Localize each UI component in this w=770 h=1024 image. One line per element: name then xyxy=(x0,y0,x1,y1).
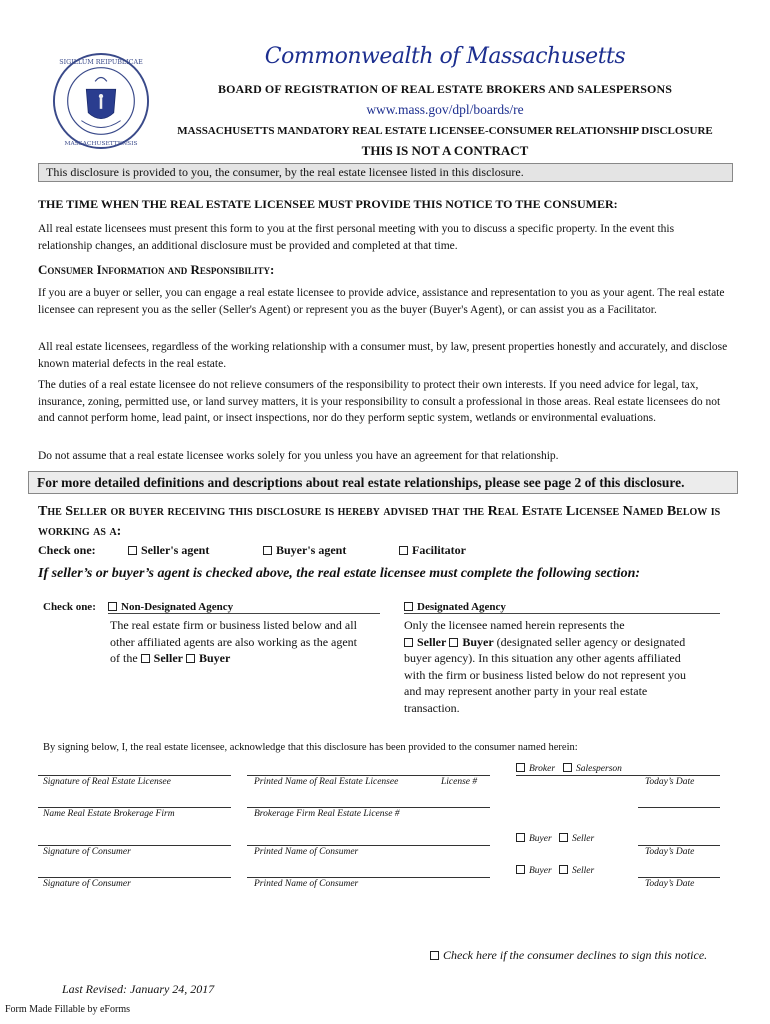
consumer1-signature-line[interactable] xyxy=(38,845,231,846)
consumer2-signature-label: Signature of Consumer xyxy=(43,879,131,889)
salesperson-option[interactable]: Salesperson xyxy=(563,763,622,774)
page-title: Commonwealth of Massachusetts xyxy=(264,44,626,69)
board-url-link[interactable]: www.mass.gov/dpl/boards/re xyxy=(366,102,524,117)
designated-text: Only the licensee named herein represents the Seller Buyer (designated seller agency or designated buyer agency). In this situation any other agents affiliated with the firm or business listed below do not represent you and may represent another party in your real estate transaction. xyxy=(404,618,686,715)
non-designated-checkbox[interactable] xyxy=(108,602,117,611)
section-consumer-heading: Consumer Information and Responsibility: xyxy=(38,262,275,277)
board-name: BOARD OF REGISTRATION OF REAL ESTATE BROKERS AND SALESPERSONS xyxy=(218,82,672,96)
svg-text:SIGILLUM REIPUBLICAE: SIGILLUM REIPUBLICAE xyxy=(59,57,143,66)
consumer1-buyer-checkbox[interactable] xyxy=(516,833,525,842)
section-time-text: All real estate licensees must present this form to you at the first personal meeting with you to discuss a specific property. In the event this relationship changes, an additional disclosure must be provided and completed at that time. xyxy=(38,223,675,252)
consumer1-printed-line[interactable] xyxy=(247,845,490,846)
consumer2-date-label: Today’s Date xyxy=(645,879,695,889)
non-designated-text: The real estate firm or business listed below and all other affiliated agents are also working as the agent of the Seller Buyer xyxy=(110,618,358,665)
consumer1-buyer-option[interactable]: Buyer xyxy=(516,833,552,844)
consumer2-signature-line[interactable] xyxy=(38,877,231,878)
option-buyers-agent[interactable]: Buyer's agent xyxy=(263,543,346,558)
not-contract-heading: THIS IS NOT A CONTRACT xyxy=(361,143,529,158)
advise-heading: The Seller or buyer receiving this disclosure is hereby advised that the Real Estate Licensee Named Below is working as a: xyxy=(38,504,721,539)
designated-agency-option[interactable]: Designated Agency xyxy=(404,601,720,614)
agency-check-one-label: Check one: xyxy=(43,601,96,613)
license-number-line[interactable] xyxy=(516,775,646,776)
licensee-printed-label: Printed Name of Real Estate Licensee xyxy=(254,777,399,787)
consumer2-buyer-option[interactable]: Buyer xyxy=(516,865,552,876)
decline-option[interactable]: Check here if the consumer declines to sign this notice. xyxy=(430,948,707,963)
more-info-box: For more detailed definitions and descriptions about real estate relationships, please see page 2 of this disclosure. xyxy=(28,471,738,494)
intro-box: This disclosure is provided to you, the consumer, by the real estate licensee listed in this disclosure. xyxy=(38,163,733,182)
consumer2-seller-checkbox[interactable] xyxy=(559,865,568,874)
licensee-date-label: Today’s Date xyxy=(645,777,695,787)
consumer1-seller-checkbox[interactable] xyxy=(559,833,568,842)
agent-note: If seller’s or buyer’s agent is checked above, the real estate licensee must complete the following section: xyxy=(38,566,641,581)
consumer2-buyer-checkbox[interactable] xyxy=(516,865,525,874)
licensee-signature-label: Signature of Real Estate Licensee xyxy=(43,777,171,787)
designated-checkbox[interactable] xyxy=(404,602,413,611)
consumer1-signature-label: Signature of Consumer xyxy=(43,847,131,857)
designated-buyer-checkbox[interactable] xyxy=(449,638,458,647)
check-one-label: Check one: xyxy=(38,543,96,557)
non-designated-seller-checkbox[interactable] xyxy=(141,654,150,663)
option-facilitator[interactable]: Facilitator xyxy=(399,543,466,558)
non-designated-agency-option[interactable]: Non-Designated Agency xyxy=(108,601,380,614)
decline-checkbox[interactable] xyxy=(430,951,439,960)
brokerage-firm-label: Name Real Estate Brokerage Firm xyxy=(43,809,175,819)
consumer1-date-line[interactable] xyxy=(638,845,720,846)
licensee-signature-line[interactable] xyxy=(38,775,231,776)
brokerage-date-line[interactable] xyxy=(638,807,720,808)
license-number-label: License # xyxy=(441,777,478,787)
licensee-printed-line[interactable] xyxy=(247,775,490,776)
sellers-agent-checkbox[interactable] xyxy=(128,546,137,555)
consumer1-date-label: Today’s Date xyxy=(645,847,695,857)
licensee-date-line[interactable] xyxy=(638,775,720,776)
brokerage-license-label: Brokerage Firm Real Estate License # xyxy=(254,809,400,819)
consumer1-seller-option[interactable]: Seller xyxy=(559,833,594,844)
consumer1-printed-label: Printed Name of Consumer xyxy=(254,847,359,857)
option-sellers-agent[interactable]: Seller's agent xyxy=(128,543,209,558)
brokerage-firm-line[interactable] xyxy=(38,807,231,808)
consumer2-printed-label: Printed Name of Consumer xyxy=(254,879,359,889)
last-revised: Last Revised: January 24, 2017 xyxy=(62,982,215,996)
disclosure-title: MASSACHUSETTS MANDATORY REAL ESTATE LICENSEE-CONSUMER RELATIONSHIP DISCLOSURE xyxy=(177,125,713,137)
consumer-paragraph-4: Do not assume that a real estate licensee works solely for you unless you have an agreement for that relationship. xyxy=(38,450,559,462)
consumer-paragraph-2: All real estate licensees, regardless of the working relationship with a consumer must, by law, present properties honestly and accurately, and disclose known material defects in the real estate. xyxy=(38,341,728,370)
salesperson-checkbox[interactable] xyxy=(563,763,572,772)
signature-intro: By signing below, I, the real estate licensee, acknowledge that this disclosure has been provided to the consumer named herein: xyxy=(43,742,578,753)
consumer2-printed-line[interactable] xyxy=(247,877,490,878)
consumer2-seller-option[interactable]: Seller xyxy=(559,865,594,876)
designated-seller-checkbox[interactable] xyxy=(404,638,413,647)
consumer-paragraph-3: The duties of a real estate licensee do not relieve consumers of the responsibility to protect their own interests. If you need advice for legal, tax, insurance, zoning, permitted use, or land survey matters, it is your responsibility to consult a professional in those areas. Real estate licensees do not and cannot perform home, lead paint, or insect inspections, nor do they perform septic system, wetlands or environmental evaluations. xyxy=(38,379,721,424)
non-designated-buyer-checkbox[interactable] xyxy=(186,654,195,663)
brokerage-license-line[interactable] xyxy=(247,807,490,808)
consumer2-date-line[interactable] xyxy=(638,877,720,878)
buyers-agent-checkbox[interactable] xyxy=(263,546,272,555)
footer-eforms: Form Made Fillable by eForms xyxy=(5,1004,130,1015)
consumer-paragraph-1: If you are a buyer or seller, you can engage a real estate licensee to provide advice, assistance and representation to you as your agent. The real estate licensee can represent you as the seller (Seller's Agent) or represent you as the buyer (Buyer's Agent), or can assist you as a Facilitator. xyxy=(38,287,725,316)
section-time-heading: THE TIME WHEN THE REAL ESTATE LICENSEE MUST PROVIDE THIS NOTICE TO THE CONSUMER: xyxy=(38,197,618,211)
broker-option[interactable]: Broker xyxy=(516,763,555,774)
broker-checkbox[interactable] xyxy=(516,763,525,772)
svg-text:MASSACHUSETTENSIS: MASSACHUSETTENSIS xyxy=(64,141,138,148)
facilitator-checkbox[interactable] xyxy=(399,546,408,555)
